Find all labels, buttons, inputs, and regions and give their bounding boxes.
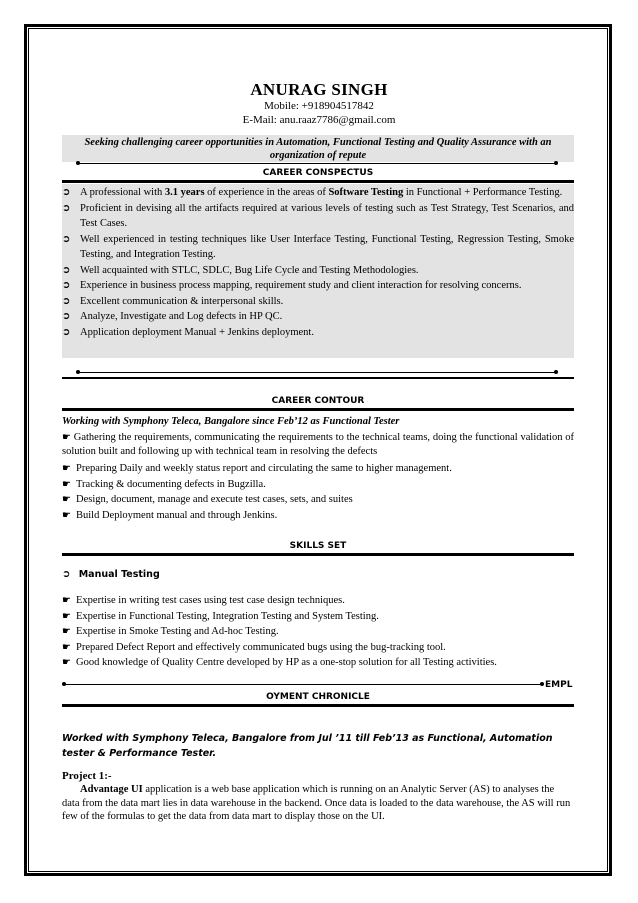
section-heading-employment-overflow: EMPL bbox=[545, 680, 573, 690]
arrow-icon: ➲ bbox=[62, 264, 71, 276]
list-item: ☛ Good knowledge of Quality Centre developed by HP as a one-stop solution for all Testing activities. bbox=[62, 655, 574, 671]
list-item: ☛ Expertise in Smoke Testing and Ad-hoc Testing. bbox=[62, 624, 574, 640]
arrow-icon: ➲ bbox=[62, 202, 71, 214]
section-heading-conspectus: CAREER CONSPECTUS bbox=[262, 168, 374, 178]
list-item: ☛ Expertise in Functional Testing, Integration Testing and System Testing. bbox=[62, 609, 574, 625]
divider-dot bbox=[554, 161, 558, 165]
section-rule bbox=[62, 704, 574, 707]
contour-list bbox=[62, 431, 574, 523]
conspectus-box bbox=[62, 184, 574, 358]
divider-line bbox=[78, 163, 556, 164]
section-rule bbox=[62, 377, 574, 379]
list-item: ➲ Well experienced in testing techniques like User Interface Testing, Functional Testing, Regression Testing, Smoke Testing, and Integration Testing. bbox=[62, 233, 574, 260]
list-item: ➲ Analyze, Investigate and Log defects in HP QC. bbox=[62, 309, 574, 325]
list-item: ☛ Prepared Defect Report and effectively communicated bugs using the bug-tracking tool. bbox=[62, 640, 574, 656]
list-item: ☛ Design, document, manage and execute test cases, sets, and suites bbox=[62, 492, 574, 508]
pointing-hand-icon: ☛ bbox=[62, 478, 71, 490]
pointing-hand-icon: ☛ bbox=[62, 432, 71, 443]
section-heading-skills: SKILLS SET bbox=[289, 541, 347, 551]
pointing-hand-icon: ☛ bbox=[62, 595, 71, 606]
skills-list bbox=[62, 593, 574, 671]
list-item: ➲ Application deployment Manual + Jenkins deployment. bbox=[62, 325, 574, 341]
arrow-icon: ➲ bbox=[62, 295, 71, 307]
pointing-hand-icon: ☛ bbox=[62, 610, 71, 622]
list-item: ➲ Proficient in devising all the artifacts required at various levels of testing such as Test Strategy, Test Scenarios, and Test Cases. bbox=[62, 202, 574, 229]
arrow-icon: ➲ bbox=[62, 233, 71, 245]
divider-line bbox=[64, 684, 542, 685]
section-rule bbox=[62, 553, 574, 556]
skills-subheading: ➲ Manual Testing bbox=[62, 569, 160, 580]
list-item: ☛ Tracking & documenting defects in Bugzilla. bbox=[62, 477, 574, 493]
pointing-hand-icon: ☛ bbox=[62, 641, 71, 653]
project-title: Project 1:- bbox=[62, 770, 112, 782]
pointing-hand-icon: ☛ bbox=[62, 657, 71, 668]
list-item: ☛ Gathering the requirements, communicating the requirements to the technical teams, doing the functional validation of solution built and following up with technical team in resolving the defects bbox=[62, 432, 575, 457]
section-heading-employment: OYMENT CHRONICLE bbox=[266, 692, 370, 702]
pointing-hand-icon: ☛ bbox=[62, 509, 71, 521]
section-heading-contour: CAREER CONTOUR bbox=[271, 396, 365, 406]
divider-dot bbox=[554, 370, 558, 374]
arrow-icon: ➲ bbox=[62, 569, 71, 580]
email-address: E-Mail: anu.raaz7786@gmail.com bbox=[242, 114, 396, 126]
pointing-hand-icon: ☛ bbox=[62, 494, 71, 505]
list-item: ☛ Preparing Daily and weekly status report and circulating the same to higher management. bbox=[62, 461, 574, 477]
divider-dot bbox=[76, 161, 80, 165]
section-rule bbox=[62, 408, 574, 411]
list-item: ➲ Well acquainted with STLC, SDLC, Bug Life Cycle and Testing Methodologies. bbox=[62, 263, 574, 279]
pointing-hand-icon: ☛ bbox=[62, 463, 71, 474]
divider-dot bbox=[540, 682, 544, 686]
arrow-icon: ➲ bbox=[62, 326, 71, 338]
divider-dot bbox=[62, 682, 66, 686]
list-item: ☛ Build Deployment manual and through Jenkins. bbox=[62, 508, 574, 524]
list-item: ➲ Excellent communication & interpersonal skills. bbox=[62, 294, 574, 310]
previous-job-title: Worked with Symphony Teleca, Bangalore from Jul ’11 till Feb’13 as Functional, Automation tester & Performance Tester. bbox=[62, 733, 553, 759]
mobile-number: Mobile: +918904517842 bbox=[264, 100, 374, 112]
arrow-icon: ➲ bbox=[62, 280, 71, 291]
list-item: ☛ Expertise in writing test cases using test case design techniques. bbox=[62, 593, 574, 609]
pointing-hand-icon: ☛ bbox=[62, 626, 71, 637]
project-description: Advantage UI application is a web base application which is running on an Analytic Server (AS) to analyses the data from the data mart lies in data warehouse in the backend. Once data is loaded to the data warehouse, the AS will run few of the formulas to get the data from data mart to display those on the UI. bbox=[62, 784, 571, 822]
current-job-title: Working with Symphony Teleca, Bangalore since Feb’12 as Functional Tester bbox=[62, 416, 400, 427]
arrow-icon: ➲ bbox=[62, 187, 71, 198]
divider-dot bbox=[76, 370, 80, 374]
list-item: ➲ A professional with 3.1 years of experience in the areas of Software Testing in Functional + Performance Testing. bbox=[62, 185, 574, 201]
arrow-icon: ➲ bbox=[62, 311, 71, 322]
objective-statement: Seeking challenging career opportunities in Automation, Functional Testing and Quality Assurance with an organization of repute bbox=[62, 135, 574, 162]
divider-line bbox=[78, 372, 556, 373]
candidate-name: ANURAG SINGH bbox=[250, 80, 388, 99]
section-rule bbox=[62, 180, 574, 183]
conspectus-list bbox=[62, 184, 574, 340]
list-item: ➲ Experience in business process mapping, requirement study and client interaction for resolving concerns. bbox=[62, 278, 574, 294]
